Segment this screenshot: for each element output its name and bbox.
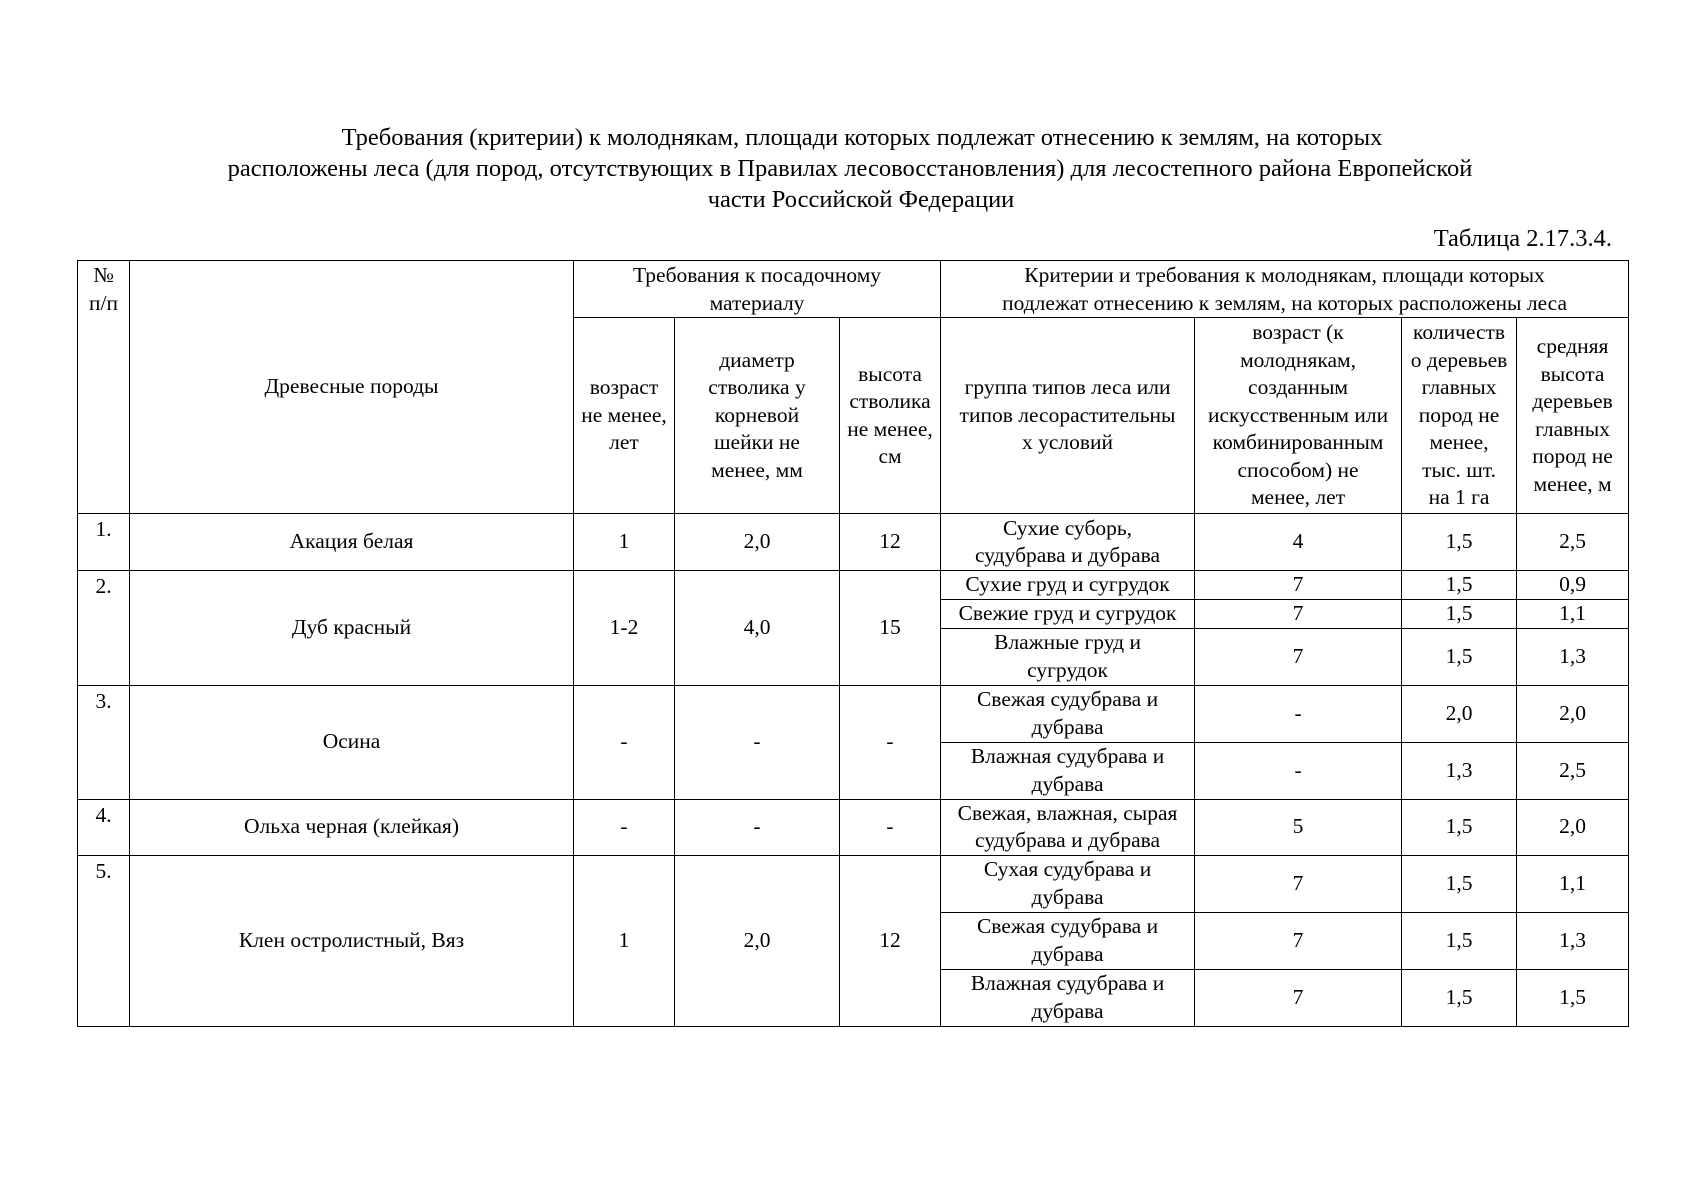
header-criteria xyxy=(941,261,1629,318)
header-tree-count xyxy=(1402,318,1517,514)
header-criteria-line-2: подлежат отнесению к землям, на которых расположены леса xyxy=(1002,290,1568,315)
forest-type-cell xyxy=(941,742,1195,799)
age-cell: - xyxy=(574,799,675,855)
young-age-cell: 7 xyxy=(1195,600,1402,629)
diameter-cell: 4,0 xyxy=(675,571,840,686)
table-row xyxy=(78,799,1629,855)
forest-type-line: Сухие груд и сугрудок xyxy=(965,572,1170,597)
young-age-cell: - xyxy=(1195,685,1402,742)
header-avg-height-line: пород не xyxy=(1532,444,1613,468)
diameter-cell: - xyxy=(675,799,840,855)
forest-type-line: дубрава xyxy=(1031,941,1104,966)
tree-count-cell: 1,5 xyxy=(1402,969,1517,1026)
tree-count-cell: 1,3 xyxy=(1402,742,1517,799)
forest-type-line: Влажная судубрава и xyxy=(970,971,1165,995)
header-age-line: лет xyxy=(609,430,639,455)
header-forest-type-line: группа типов леса или xyxy=(964,375,1171,400)
header-young-age-line: возраст (к xyxy=(1252,320,1344,345)
avg-height-cell: 1,1 xyxy=(1517,600,1629,629)
header-young-age-line: молоднякам, xyxy=(1240,347,1356,372)
header-young-age xyxy=(1195,318,1402,514)
header-avg-height-line: менее, м xyxy=(1533,471,1612,496)
header-age xyxy=(574,318,675,514)
header-young-age-line: способом) не xyxy=(1237,457,1359,482)
header-young-age-line: менее, лет xyxy=(1250,485,1346,510)
age-cell: - xyxy=(574,685,675,799)
forest-type-line: Сухая судубрава и xyxy=(983,857,1152,881)
header-height-line: см xyxy=(878,444,902,468)
row-number: 1. xyxy=(78,514,130,571)
avg-height-cell: 2,0 xyxy=(1517,685,1629,742)
header-species: Древесные породы xyxy=(130,261,574,514)
header-age-line: не менее, xyxy=(581,402,667,427)
height-cell: - xyxy=(840,799,941,855)
table-row xyxy=(78,685,1629,742)
header-young-age-line: созданным xyxy=(1248,375,1348,400)
age-cell: 1-2 xyxy=(574,571,675,686)
avg-height-cell: 1,1 xyxy=(1517,855,1629,912)
header-num-line-1: № xyxy=(93,263,114,287)
header-diameter-line: стволика у xyxy=(708,375,806,400)
header-diameter-line: корневой xyxy=(714,402,800,427)
forest-type-line: дубрава xyxy=(1031,884,1104,909)
avg-height-cell: 1,5 xyxy=(1517,969,1629,1026)
header-young-age-line: комбинированным xyxy=(1212,430,1384,455)
avg-height-cell: 2,5 xyxy=(1517,742,1629,799)
height-cell: 12 xyxy=(840,514,941,571)
avg-height-cell: 1,3 xyxy=(1517,912,1629,969)
header-height-line: стволика xyxy=(849,389,931,413)
header-num xyxy=(78,261,130,514)
forest-type-cell xyxy=(941,571,1195,600)
header-young-age-line: искусственным или xyxy=(1207,402,1389,427)
young-age-cell: 7 xyxy=(1195,855,1402,912)
forest-type-line: Свежая судубрава и xyxy=(976,687,1159,711)
header-tree-count-line: о деревьев xyxy=(1410,347,1508,372)
species-cell: Клен остролистный, Вяз xyxy=(130,855,574,1026)
young-age-cell: 7 xyxy=(1195,628,1402,685)
forest-type-line: судубрава и дубрава xyxy=(975,828,1161,852)
header-avg-height xyxy=(1517,318,1629,514)
forest-type-line: Свежая судубрава и xyxy=(976,914,1159,938)
tree-count-cell: 1,5 xyxy=(1402,600,1517,629)
tree-count-cell: 1,5 xyxy=(1402,514,1517,571)
forest-type-cell xyxy=(941,912,1195,969)
header-diameter-line: шейки не xyxy=(714,430,800,455)
avg-height-cell: 1,3 xyxy=(1517,628,1629,685)
title-line-1: Требования (критерии) к молоднякам, площади которых подлежат отнесению к землям, на которых xyxy=(341,124,1383,151)
header-forest-type xyxy=(941,318,1195,514)
header-diameter-line: менее, мм xyxy=(711,457,803,482)
species-cell: Дуб красный xyxy=(130,571,574,686)
avg-height-cell: 2,5 xyxy=(1517,514,1629,571)
header-planting-material xyxy=(574,261,941,318)
table-row xyxy=(78,571,1629,600)
young-age-cell: - xyxy=(1195,742,1402,799)
height-cell: 15 xyxy=(840,571,941,686)
row-number: 3. xyxy=(78,685,130,799)
forest-type-cell xyxy=(941,799,1195,855)
forest-type-cell xyxy=(941,514,1195,571)
forest-type-line: дубрава xyxy=(1031,998,1104,1023)
header-row-groups xyxy=(78,261,1629,318)
tree-count-cell: 2,0 xyxy=(1402,685,1517,742)
diameter-cell: 2,0 xyxy=(675,855,840,1026)
table-row xyxy=(78,514,1629,571)
tree-count-cell: 1,5 xyxy=(1402,912,1517,969)
row-number: 4. xyxy=(78,799,130,855)
species-cell: Ольха черная (клейкая) xyxy=(130,799,574,855)
tree-count-cell: 1,5 xyxy=(1402,628,1517,685)
header-tree-count-line: на 1 га xyxy=(1428,485,1490,510)
forest-type-line: дубрава xyxy=(1031,771,1104,796)
document-title xyxy=(80,122,1620,215)
header-diameter-line: диаметр xyxy=(719,347,795,372)
header-avg-height-line: высота xyxy=(1540,361,1605,386)
forest-type-line: Влажные груд и xyxy=(994,630,1141,654)
young-age-cell: 4 xyxy=(1195,514,1402,571)
row-number: 2. xyxy=(78,571,130,686)
age-cell: 1 xyxy=(574,514,675,571)
title-line-3: части Российской Федерации xyxy=(707,186,1015,213)
row-number: 5. xyxy=(78,855,130,1026)
young-age-cell: 7 xyxy=(1195,571,1402,600)
age-cell: 1 xyxy=(574,855,675,1026)
header-forest-type-line: х условий xyxy=(1022,430,1114,455)
forest-type-line: Влажная судубрава и xyxy=(970,744,1165,768)
table-number: Таблица 2.17.3.4. xyxy=(1433,225,1612,252)
tree-count-cell: 1,5 xyxy=(1402,799,1517,855)
header-tree-count-line: количеств xyxy=(1413,320,1506,345)
header-avg-height-line: средняя xyxy=(1536,334,1609,358)
header-forest-type-line: типов лесорастительны xyxy=(959,402,1176,427)
forest-type-cell xyxy=(941,969,1195,1026)
header-diameter xyxy=(675,318,840,514)
header-avg-height-line: главных xyxy=(1535,416,1610,441)
species-cell: Акация белая xyxy=(130,514,574,571)
header-tree-count-line: тыс. шт. xyxy=(1422,457,1496,482)
header-tree-count-line: пород не xyxy=(1418,402,1500,427)
young-age-cell: 7 xyxy=(1195,969,1402,1026)
forest-type-line: дубрава xyxy=(1031,714,1104,739)
species-cell: Осина xyxy=(130,685,574,799)
diameter-cell: - xyxy=(675,685,840,799)
header-planting-line-1: Требования к посадочному xyxy=(632,263,882,287)
young-age-cell: 7 xyxy=(1195,912,1402,969)
forest-type-line: Сухие суборь, xyxy=(1002,515,1133,540)
forest-type-line: сугрудок xyxy=(1027,657,1108,682)
forest-type-cell xyxy=(941,685,1195,742)
header-height xyxy=(840,318,941,514)
forest-type-line: судубрава и дубрава xyxy=(975,543,1161,567)
diameter-cell: 2,0 xyxy=(675,514,840,571)
requirements-table xyxy=(77,260,1629,1027)
avg-height-cell: 2,0 xyxy=(1517,799,1629,855)
avg-height-cell: 0,9 xyxy=(1517,571,1629,600)
header-tree-count-line: главных xyxy=(1421,375,1497,400)
header-height-line: не менее, xyxy=(847,416,933,441)
forest-type-cell xyxy=(941,600,1195,629)
table-row xyxy=(78,855,1629,912)
young-age-cell: 5 xyxy=(1195,799,1402,855)
forest-type-cell xyxy=(941,628,1195,685)
header-num-line-2: п/п xyxy=(89,290,118,315)
header-criteria-line-1: Критерии и требования к молоднякам, площади которых xyxy=(1024,263,1545,287)
forest-type-line: Свежие груд и сугрудок xyxy=(958,601,1177,625)
header-age-line: возраст xyxy=(589,375,659,400)
header-avg-height-line: деревьев xyxy=(1532,389,1613,413)
height-cell: - xyxy=(840,685,941,799)
header-height-line: высота xyxy=(858,361,922,386)
forest-type-line: Свежая, влажная, сырая xyxy=(957,800,1178,825)
tree-count-cell: 1,5 xyxy=(1402,571,1517,600)
title-line-2: расположены леса (для пород, отсутствующих в Правилах лесовосстановления) для лесостепного района Европейской xyxy=(227,155,1473,182)
height-cell: 12 xyxy=(840,855,941,1026)
header-tree-count-line: менее, xyxy=(1429,430,1489,455)
tree-count-cell: 1,5 xyxy=(1402,855,1517,912)
header-planting-line-2: материалу xyxy=(709,290,805,315)
forest-type-cell xyxy=(941,855,1195,912)
